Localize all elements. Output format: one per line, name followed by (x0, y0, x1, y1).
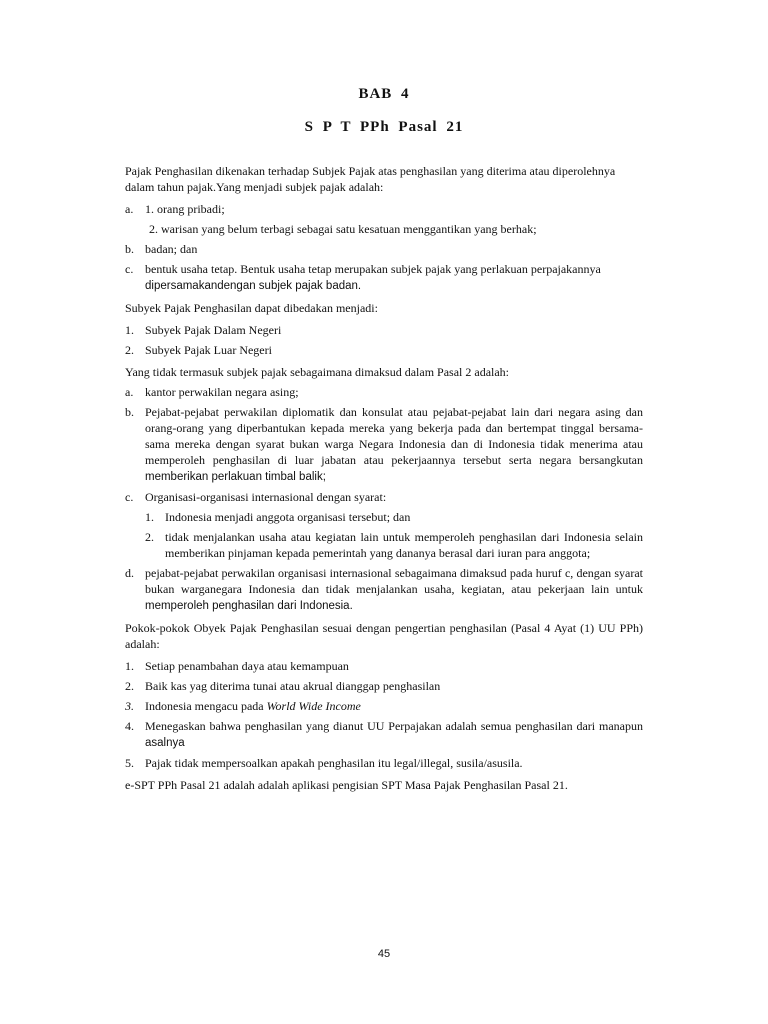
list-text-continuation: asalnya (145, 737, 185, 749)
obyek-item-4 (125, 718, 643, 751)
list-text: tidak menjalankan usaha atau kegiatan lain untuk memperoleh penghasilan dari Indonesia selain memberikan pinjaman kepada pemerintah yang dananya berasal dari iuran para anggota; (165, 530, 643, 560)
list-text-continuation: dipersamakandengan subjek pajak badan. (145, 280, 362, 292)
list-marker: 5. (125, 756, 134, 770)
list-text: Pajak tidak mempersoalkan apakah penghasilan itu legal/illegal, susila/asusila. (145, 756, 523, 770)
list-marker: 2. (145, 530, 154, 544)
list-text-italic: World Wide Income (266, 699, 361, 713)
subjek-item-b (125, 241, 643, 257)
list-text: Organisasi-organisasi internasional dengan syarat: (145, 490, 387, 504)
list-item (125, 322, 643, 338)
list-marker: 4. (125, 719, 134, 733)
list-text: pejabat-pejabat perwakilan organisasi internasional sebagaimana dimaksud pada huruf c, dengan syarat bukan warganegara Indonesia dan tidak menjalankan usaha, kegiatan, atau pekerjaan lain untuk (145, 566, 643, 596)
subjek-item-a1: 1. orang pribadi; (145, 202, 225, 216)
list-marker: c. (125, 262, 134, 276)
list-text: Menegaskan bahwa penghasilan yang dianut UU Perpajakan adalah semua penghasilan dari manapun (145, 719, 643, 733)
intro-paragraph: Pajak Penghasilan dikenakan terhadap Subjek Pajak atas penghasilan yang diterima atau diperolehnya dalam tahun pajak.Yang menjadi subjek pajak adalah: (125, 164, 616, 194)
subjek-item-a (125, 201, 643, 217)
list-marker: a. (125, 202, 134, 216)
list-text-continuation: memberikan perlakuan timbal balik; (145, 471, 326, 483)
list-marker: c. (125, 490, 134, 504)
list-text: Baik kas yag diterima tunai atau akrual dianggap penghasilan (145, 679, 441, 693)
page-number: 45 (377, 948, 391, 960)
list-item (145, 509, 643, 525)
list-item (145, 529, 643, 561)
list-marker: d. (125, 566, 134, 580)
list-marker: 1. (125, 323, 134, 337)
exclusion-item-a (125, 384, 643, 400)
exclusion-item-c (125, 489, 643, 505)
list-marker: 3. (125, 699, 134, 713)
list-text: Subyek Pajak Dalam Negeri (145, 323, 282, 337)
obyek-item-5 (125, 755, 643, 771)
list-text: bentuk usaha tetap. Bentuk usaha tetap merupakan subjek pajak yang perlakuan perpajakannya (145, 262, 601, 276)
list-marker: 1. (125, 659, 134, 673)
chapter-heading: BAB 4 (358, 86, 410, 102)
list-text: Subyek Pajak Luar Negeri (145, 343, 272, 357)
exclusion-item-d (125, 565, 643, 614)
obyek-item-1 (125, 658, 643, 674)
list-marker: 1. (145, 510, 154, 524)
obyek-item-3 (125, 698, 643, 714)
page-title: S P T PPh Pasal 21 (304, 119, 464, 135)
list-marker: 2. (125, 343, 134, 357)
list-text: Indonesia menjadi anggota organisasi tersebut; dan (165, 510, 411, 524)
list-text: Indonesia mengacu pada (145, 699, 267, 713)
obyek-item-2 (125, 678, 643, 694)
list-text: Pejabat-pejabat perwakilan diplomatik dan konsulat atau pejabat-pejabat lain dari negara asing dan orang-orang yang diperbantukan kepada mereka yang bekerja pada dan bertempat tinggal bersama-sama mereka dengan syarat bukan warga Negara Indonesia dan di Indonesia tidak menerima atau memperoleh penghasilan di luar jabatan atau pekerjaannya tersebut serta negara bersangkutan (145, 405, 643, 467)
list-marker: 2. (125, 679, 134, 693)
list-text: badan; dan (145, 242, 198, 256)
list-marker: b. (125, 242, 134, 256)
exclusion-intro: Yang tidak termasuk subjek pajak sebagaimana dimaksud dalam Pasal 2 adalah: (125, 365, 510, 379)
exclusion-item-b (125, 404, 643, 485)
list-marker: a. (125, 385, 134, 399)
list-marker: b. (125, 405, 134, 419)
subjek-item-c (125, 261, 643, 294)
list-text: Setiap penambahan daya atau kemampuan (145, 659, 349, 673)
subyek-intro: Subyek Pajak Penghasilan dapat dibedakan menjadi: (125, 301, 378, 315)
list-item (125, 342, 643, 358)
list-text: kantor perwakilan negara asing; (145, 385, 299, 399)
obyek-intro: Pokok-pokok Obyek Pajak Penghasilan sesuai dengan pengertian penghasilan (Pasal 4 Ayat (1) UU PPh) adalah: (125, 621, 643, 651)
list-text-continuation: memperoleh penghasilan dari Indonesia. (145, 600, 353, 612)
document-body (125, 163, 643, 799)
subjek-item-a2: 2. warisan yang belum terbagi sebagai satu kesatuan menggantikan yang berhak; (149, 222, 537, 236)
closing-paragraph: e-SPT PPh Pasal 21 adalah adalah aplikasi pengisian SPT Masa Pajak Penghasilan Pasal 21. (125, 778, 568, 792)
